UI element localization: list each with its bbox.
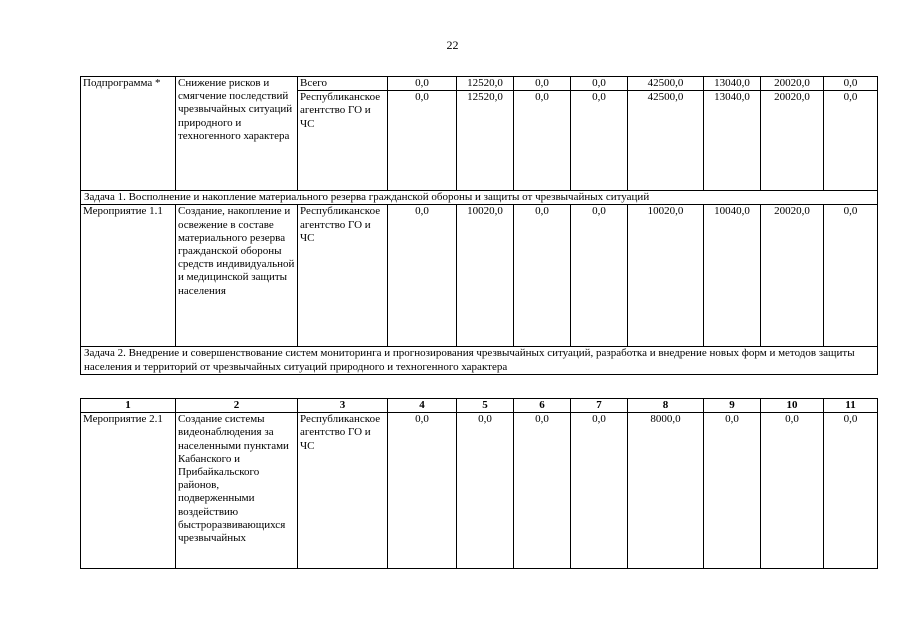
value-cell: 0,0 (388, 205, 457, 347)
value-cell: 0,0 (824, 205, 878, 347)
value-cell: 20020,0 (761, 205, 824, 347)
column-number: 4 (388, 399, 457, 413)
column-number: 7 (571, 399, 628, 413)
column-number: 1 (81, 399, 176, 413)
budget-table-continued (80, 76, 878, 375)
value-cell: 0,0 (824, 413, 878, 569)
value-cell: 0,0 (388, 413, 457, 569)
value-cell: 0,0 (571, 77, 628, 91)
column-number: 3 (298, 399, 388, 413)
value-cell: 0,0 (571, 413, 628, 569)
value-cell: 13040,0 (704, 91, 761, 191)
value-cell: 10020,0 (628, 205, 704, 347)
source-agency: Республиканское агентство ГО и ЧС (298, 413, 388, 569)
page-number: 22 (446, 38, 459, 52)
source-total: Всего (298, 77, 388, 91)
table-row (81, 205, 878, 347)
table-row (81, 77, 878, 91)
value-cell: 0,0 (514, 205, 571, 347)
subprogram-title: Снижение рисков и смягчение последствий чрезвычайных ситуаций природного и техногенного характера (176, 77, 298, 191)
table-row (81, 413, 878, 569)
value-cell: 0,0 (514, 91, 571, 191)
column-number: 2 (176, 399, 298, 413)
value-cell: 12520,0 (457, 91, 514, 191)
source-agency: Республиканское агентство ГО и ЧС (298, 91, 388, 191)
value-cell: 0,0 (824, 77, 878, 91)
value-cell: 0,0 (761, 413, 824, 569)
value-cell: 0,0 (388, 91, 457, 191)
value-cell: 0,0 (571, 91, 628, 191)
task-row (81, 347, 878, 374)
value-cell: 0,0 (824, 91, 878, 191)
value-cell: 42500,0 (628, 91, 704, 191)
column-number: 8 (628, 399, 704, 413)
task-1-text: Задача 1. Восполнение и накопление материального резерва гражданской обороны и защиты от чрезвычайных ситуаций (81, 191, 878, 205)
value-cell: 0,0 (571, 205, 628, 347)
subprogram-label: Подпрограмма * (81, 77, 176, 191)
column-number: 6 (514, 399, 571, 413)
task-row (81, 191, 878, 205)
value-cell: 10040,0 (704, 205, 761, 347)
measure-title: Создание системы видеонаблюдения за населенными пунктами Кабанского и Прибайкальского районов, подверженными воздействию быстроразвивающихся чрезвычайных (176, 413, 298, 569)
task-2-text: Задача 2. Внедрение и совершенствование систем мониторинга и прогнозирования чрезвычайных ситуаций, разработка и внедрение новых форм и методов защиты населения и территорий от чрезвычайных ситуаций природного и техногенного характера (81, 347, 878, 374)
measure-label: Мероприятие 2.1 (81, 413, 176, 569)
value-cell: 0,0 (704, 413, 761, 569)
column-number: 5 (457, 399, 514, 413)
value-cell: 0,0 (514, 77, 571, 91)
column-number: 11 (824, 399, 878, 413)
value-cell: 20020,0 (761, 77, 824, 91)
column-number-row (81, 399, 878, 413)
budget-table-continuation (80, 398, 878, 569)
value-cell: 20020,0 (761, 91, 824, 191)
value-cell: 8000,0 (628, 413, 704, 569)
value-cell: 0,0 (514, 413, 571, 569)
column-number: 10 (761, 399, 824, 413)
measure-title: Создание, накопление и освежение в составе материального резерва гражданской обороны средств индивидуальной и медицинской защиты населения (176, 205, 298, 347)
value-cell: 42500,0 (628, 77, 704, 91)
value-cell: 12520,0 (457, 77, 514, 91)
source-agency: Республиканское агентство ГО и ЧС (298, 205, 388, 347)
column-number: 9 (704, 399, 761, 413)
value-cell: 10020,0 (457, 205, 514, 347)
value-cell: 13040,0 (704, 77, 761, 91)
measure-label: Мероприятие 1.1 (81, 205, 176, 347)
value-cell: 0,0 (388, 77, 457, 91)
value-cell: 0,0 (457, 413, 514, 569)
